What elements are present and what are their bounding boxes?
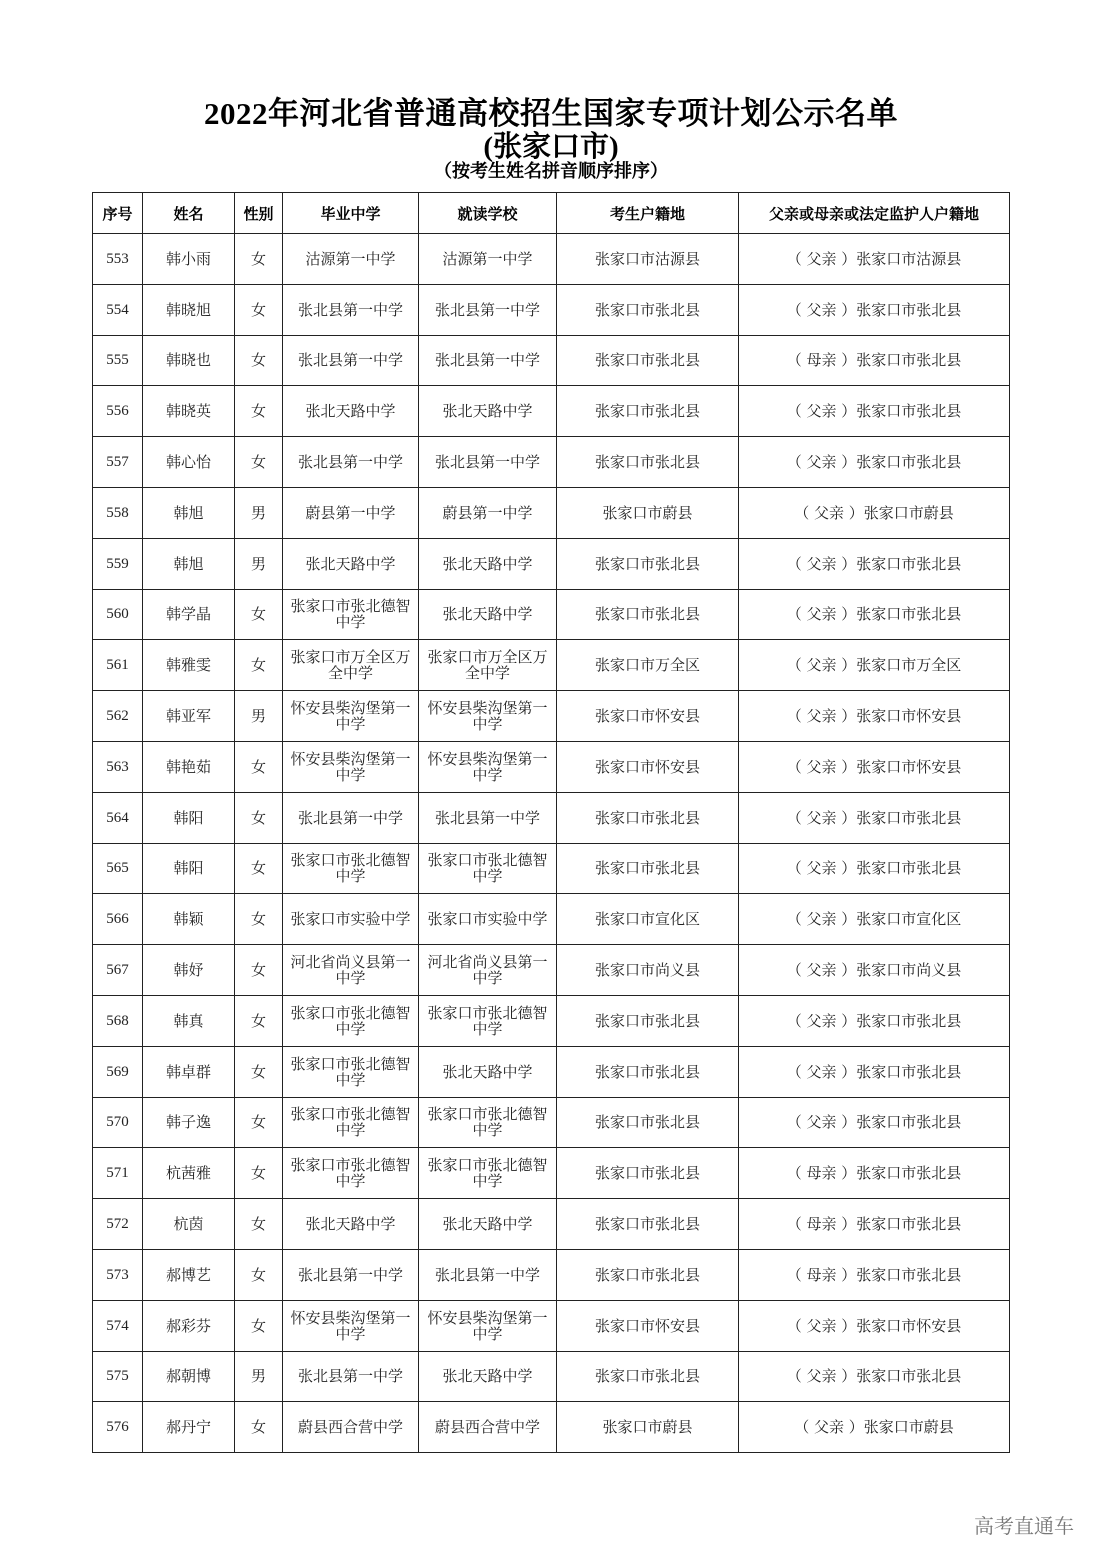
cell-gender: 男: [235, 487, 283, 538]
cell-name: 韩小雨: [143, 234, 235, 285]
table-row: [93, 386, 1010, 437]
cell-student-hukou: 张家口市张北县: [557, 843, 739, 894]
cell-name: 韩晓旭: [143, 284, 235, 335]
cell-name: 韩阳: [143, 792, 235, 843]
cell-index: 572: [93, 1199, 143, 1250]
cell-index: 568: [93, 995, 143, 1046]
cell-index: 558: [93, 487, 143, 538]
cell-student-hukou: 张家口市张北县: [557, 995, 739, 1046]
cell-graduated-school: 张家口市张北德智中学: [283, 1148, 419, 1199]
cell-gender: 女: [235, 1249, 283, 1300]
cell-current-school: 沽源第一中学: [419, 234, 557, 285]
table-row: [93, 792, 1010, 843]
watermark: 高考直通车: [974, 1514, 1074, 1538]
cell-guardian-hukou: （ 父亲 ）张家口市张北县: [739, 995, 1010, 1046]
cell-name: 韩心怡: [143, 437, 235, 488]
cell-guardian-hukou: （ 父亲 ）张家口市张北县: [739, 284, 1010, 335]
cell-name: 郝博艺: [143, 1249, 235, 1300]
table-row: [93, 437, 1010, 488]
cell-gender: 女: [235, 741, 283, 792]
header-index: 序号: [93, 193, 143, 234]
cell-graduated-school: 张北县第一中学: [283, 792, 419, 843]
cell-index: 559: [93, 538, 143, 589]
header-graduated-school: 毕业中学: [283, 193, 419, 234]
student-list-table: [92, 192, 1010, 1453]
cell-current-school: 张北县第一中学: [419, 284, 557, 335]
cell-graduated-school: 张家口市张北德智中学: [283, 589, 419, 640]
cell-current-school: 张家口市张北德智中学: [419, 843, 557, 894]
cell-guardian-hukou: （ 父亲 ）张家口市宣化区: [739, 894, 1010, 945]
table-body: [93, 234, 1010, 1453]
cell-current-school: 张家口市张北德智中学: [419, 1148, 557, 1199]
cell-student-hukou: 张家口市怀安县: [557, 741, 739, 792]
cell-student-hukou: 张家口市尚义县: [557, 945, 739, 996]
cell-graduated-school: 张北天路中学: [283, 386, 419, 437]
table-header-row: [93, 193, 1010, 234]
cell-student-hukou: 张家口市怀安县: [557, 1300, 739, 1351]
cell-student-hukou: 张家口市张北县: [557, 792, 739, 843]
table-row: [93, 741, 1010, 792]
cell-gender: 女: [235, 995, 283, 1046]
cell-gender: 女: [235, 1199, 283, 1250]
cell-student-hukou: 张家口市张北县: [557, 1097, 739, 1148]
table-row: [93, 335, 1010, 386]
cell-name: 韩子逸: [143, 1097, 235, 1148]
cell-index: 573: [93, 1249, 143, 1300]
cell-gender: 女: [235, 843, 283, 894]
cell-current-school: 张北天路中学: [419, 1351, 557, 1402]
cell-gender: 男: [235, 691, 283, 742]
cell-index: 556: [93, 386, 143, 437]
cell-current-school: 张北县第一中学: [419, 1249, 557, 1300]
cell-student-hukou: 张家口市张北县: [557, 1249, 739, 1300]
header-current-school: 就读学校: [419, 193, 557, 234]
cell-index: 566: [93, 894, 143, 945]
cell-index: 576: [93, 1402, 143, 1453]
cell-name: 韩艳茹: [143, 741, 235, 792]
cell-name: 韩阳: [143, 843, 235, 894]
table-row: [93, 589, 1010, 640]
cell-gender: 男: [235, 538, 283, 589]
cell-name: 韩旭: [143, 538, 235, 589]
cell-current-school: 怀安县柴沟堡第一中学: [419, 691, 557, 742]
table-row: [93, 691, 1010, 742]
cell-name: 韩雅雯: [143, 640, 235, 691]
cell-student-hukou: 张家口市张北县: [557, 1351, 739, 1402]
cell-graduated-school: 张家口市张北德智中学: [283, 843, 419, 894]
cell-graduated-school: 张北县第一中学: [283, 1351, 419, 1402]
cell-guardian-hukou: （ 母亲 ）张家口市张北县: [739, 1199, 1010, 1250]
cell-graduated-school: 张北县第一中学: [283, 284, 419, 335]
cell-student-hukou: 张家口市张北县: [557, 1199, 739, 1250]
cell-name: 韩晓也: [143, 335, 235, 386]
table-row: [93, 1351, 1010, 1402]
cell-graduated-school: 怀安县柴沟堡第一中学: [283, 691, 419, 742]
cell-index: 570: [93, 1097, 143, 1148]
cell-name: 韩学晶: [143, 589, 235, 640]
cell-gender: 女: [235, 1046, 283, 1097]
cell-student-hukou: 张家口市沽源县: [557, 234, 739, 285]
table-row: [93, 640, 1010, 691]
cell-current-school: 怀安县柴沟堡第一中学: [419, 1300, 557, 1351]
cell-current-school: 张北天路中学: [419, 1046, 557, 1097]
cell-gender: 女: [235, 1148, 283, 1199]
cell-current-school: 张家口市实验中学: [419, 894, 557, 945]
cell-index: 564: [93, 792, 143, 843]
cell-index: 565: [93, 843, 143, 894]
cell-current-school: 张北天路中学: [419, 589, 557, 640]
table-row: [93, 538, 1010, 589]
table-row: [93, 894, 1010, 945]
cell-guardian-hukou: （ 父亲 ）张家口市张北县: [739, 1351, 1010, 1402]
document-title: 2022年河北省普通高校招生国家专项计划公示名单: [204, 96, 898, 131]
cell-guardian-hukou: （ 父亲 ）张家口市蔚县: [739, 487, 1010, 538]
header-student-hukou: 考生户籍地: [557, 193, 739, 234]
cell-name: 韩颖: [143, 894, 235, 945]
city-subtitle: (张家口市): [483, 131, 619, 163]
cell-graduated-school: 蔚县西合营中学: [283, 1402, 419, 1453]
cell-student-hukou: 张家口市张北县: [557, 335, 739, 386]
cell-current-school: 张北天路中学: [419, 1199, 557, 1250]
cell-student-hukou: 张家口市张北县: [557, 589, 739, 640]
cell-gender: 女: [235, 386, 283, 437]
cell-student-hukou: 张家口市张北县: [557, 538, 739, 589]
table-row: [93, 234, 1010, 285]
table-row: [93, 284, 1010, 335]
cell-current-school: 蔚县西合营中学: [419, 1402, 557, 1453]
cell-current-school: 张家口市万全区万全中学: [419, 640, 557, 691]
cell-graduated-school: 张北天路中学: [283, 1199, 419, 1250]
cell-gender: 女: [235, 589, 283, 640]
cell-index: 554: [93, 284, 143, 335]
cell-guardian-hukou: （ 父亲 ）张家口市张北县: [739, 843, 1010, 894]
cell-name: 韩卓群: [143, 1046, 235, 1097]
cell-name: 韩妤: [143, 945, 235, 996]
cell-student-hukou: 张家口市蔚县: [557, 1402, 739, 1453]
table-row: [93, 487, 1010, 538]
cell-guardian-hukou: （ 父亲 ）张家口市怀安县: [739, 691, 1010, 742]
cell-guardian-hukou: （ 父亲 ）张家口市张北县: [739, 1046, 1010, 1097]
cell-index: 567: [93, 945, 143, 996]
cell-current-school: 张北县第一中学: [419, 437, 557, 488]
cell-student-hukou: 张家口市张北县: [557, 437, 739, 488]
header-guardian-hukou: 父亲或母亲或法定监护人户籍地: [739, 193, 1010, 234]
table-row: [93, 1097, 1010, 1148]
cell-guardian-hukou: （ 母亲 ）张家口市张北县: [739, 335, 1010, 386]
table-row: [93, 1046, 1010, 1097]
cell-current-school: 张北县第一中学: [419, 792, 557, 843]
cell-current-school: 蔚县第一中学: [419, 487, 557, 538]
sort-note: （按考生姓名拼音顺序排序）: [434, 161, 668, 181]
cell-guardian-hukou: （ 母亲 ）张家口市张北县: [739, 1249, 1010, 1300]
cell-gender: 女: [235, 1300, 283, 1351]
cell-current-school: 张家口市张北德智中学: [419, 1097, 557, 1148]
cell-name: 韩旭: [143, 487, 235, 538]
cell-student-hukou: 张家口市蔚县: [557, 487, 739, 538]
table-row: [93, 1148, 1010, 1199]
cell-gender: 女: [235, 945, 283, 996]
cell-gender: 女: [235, 894, 283, 945]
cell-index: 569: [93, 1046, 143, 1097]
cell-current-school: 张北天路中学: [419, 538, 557, 589]
cell-graduated-school: 张北县第一中学: [283, 335, 419, 386]
cell-guardian-hukou: （ 父亲 ）张家口市张北县: [739, 792, 1010, 843]
cell-gender: 女: [235, 284, 283, 335]
cell-gender: 女: [235, 335, 283, 386]
cell-current-school: 河北省尚义县第一中学: [419, 945, 557, 996]
cell-index: 561: [93, 640, 143, 691]
cell-graduated-school: 河北省尚义县第一中学: [283, 945, 419, 996]
cell-gender: 女: [235, 640, 283, 691]
cell-index: 575: [93, 1351, 143, 1402]
cell-graduated-school: 沽源第一中学: [283, 234, 419, 285]
cell-graduated-school: 张家口市实验中学: [283, 894, 419, 945]
cell-student-hukou: 张家口市宣化区: [557, 894, 739, 945]
table-row: [93, 1402, 1010, 1453]
cell-name: 韩晓英: [143, 386, 235, 437]
cell-index: 574: [93, 1300, 143, 1351]
cell-name: 杭茵: [143, 1199, 235, 1250]
cell-graduated-school: 张家口市张北德智中学: [283, 1097, 419, 1148]
cell-student-hukou: 张家口市怀安县: [557, 691, 739, 742]
cell-gender: 女: [235, 1402, 283, 1453]
cell-student-hukou: 张家口市张北县: [557, 284, 739, 335]
cell-index: 563: [93, 741, 143, 792]
table-row: [93, 1199, 1010, 1250]
cell-gender: 男: [235, 1351, 283, 1402]
cell-guardian-hukou: （ 父亲 ）张家口市沽源县: [739, 234, 1010, 285]
cell-index: 557: [93, 437, 143, 488]
cell-gender: 女: [235, 437, 283, 488]
cell-index: 555: [93, 335, 143, 386]
cell-index: 562: [93, 691, 143, 742]
header-name: 姓名: [143, 193, 235, 234]
cell-graduated-school: 张家口市张北德智中学: [283, 995, 419, 1046]
cell-graduated-school: 怀安县柴沟堡第一中学: [283, 741, 419, 792]
cell-name: 郝朝博: [143, 1351, 235, 1402]
cell-guardian-hukou: （ 母亲 ）张家口市张北县: [739, 1148, 1010, 1199]
cell-name: 韩亚军: [143, 691, 235, 742]
cell-graduated-school: 张家口市万全区万全中学: [283, 640, 419, 691]
cell-gender: 女: [235, 234, 283, 285]
table-row: [93, 1249, 1010, 1300]
table-row: [93, 995, 1010, 1046]
cell-guardian-hukou: （ 父亲 ）张家口市张北县: [739, 386, 1010, 437]
cell-guardian-hukou: （ 父亲 ）张家口市张北县: [739, 1097, 1010, 1148]
cell-index: 560: [93, 589, 143, 640]
cell-guardian-hukou: （ 父亲 ）张家口市万全区: [739, 640, 1010, 691]
cell-guardian-hukou: （ 父亲 ）张家口市张北县: [739, 589, 1010, 640]
cell-graduated-school: 张北县第一中学: [283, 437, 419, 488]
cell-guardian-hukou: （ 父亲 ）张家口市怀安县: [739, 741, 1010, 792]
cell-graduated-school: 张北县第一中学: [283, 1249, 419, 1300]
cell-index: 571: [93, 1148, 143, 1199]
cell-student-hukou: 张家口市万全区: [557, 640, 739, 691]
cell-graduated-school: 张家口市张北德智中学: [283, 1046, 419, 1097]
cell-guardian-hukou: （ 父亲 ）张家口市蔚县: [739, 1402, 1010, 1453]
cell-gender: 女: [235, 792, 283, 843]
header-gender: 性别: [235, 193, 283, 234]
table-row: [93, 945, 1010, 996]
cell-current-school: 怀安县柴沟堡第一中学: [419, 741, 557, 792]
cell-guardian-hukou: （ 父亲 ）张家口市尚义县: [739, 945, 1010, 996]
cell-name: 杭茜雅: [143, 1148, 235, 1199]
cell-guardian-hukou: （ 父亲 ）张家口市怀安县: [739, 1300, 1010, 1351]
cell-current-school: 张家口市张北德智中学: [419, 995, 557, 1046]
cell-student-hukou: 张家口市张北县: [557, 386, 739, 437]
cell-name: 郝丹宁: [143, 1402, 235, 1453]
cell-student-hukou: 张家口市张北县: [557, 1148, 739, 1199]
cell-graduated-school: 张北天路中学: [283, 538, 419, 589]
table-row: [93, 843, 1010, 894]
cell-index: 553: [93, 234, 143, 285]
cell-guardian-hukou: （ 父亲 ）张家口市张北县: [739, 538, 1010, 589]
table-row: [93, 1300, 1010, 1351]
cell-graduated-school: 蔚县第一中学: [283, 487, 419, 538]
cell-graduated-school: 怀安县柴沟堡第一中学: [283, 1300, 419, 1351]
cell-current-school: 张北县第一中学: [419, 335, 557, 386]
cell-name: 韩真: [143, 995, 235, 1046]
cell-current-school: 张北天路中学: [419, 386, 557, 437]
cell-guardian-hukou: （ 父亲 ）张家口市张北县: [739, 437, 1010, 488]
cell-name: 郝彩芬: [143, 1300, 235, 1351]
cell-gender: 女: [235, 1097, 283, 1148]
cell-student-hukou: 张家口市张北县: [557, 1046, 739, 1097]
